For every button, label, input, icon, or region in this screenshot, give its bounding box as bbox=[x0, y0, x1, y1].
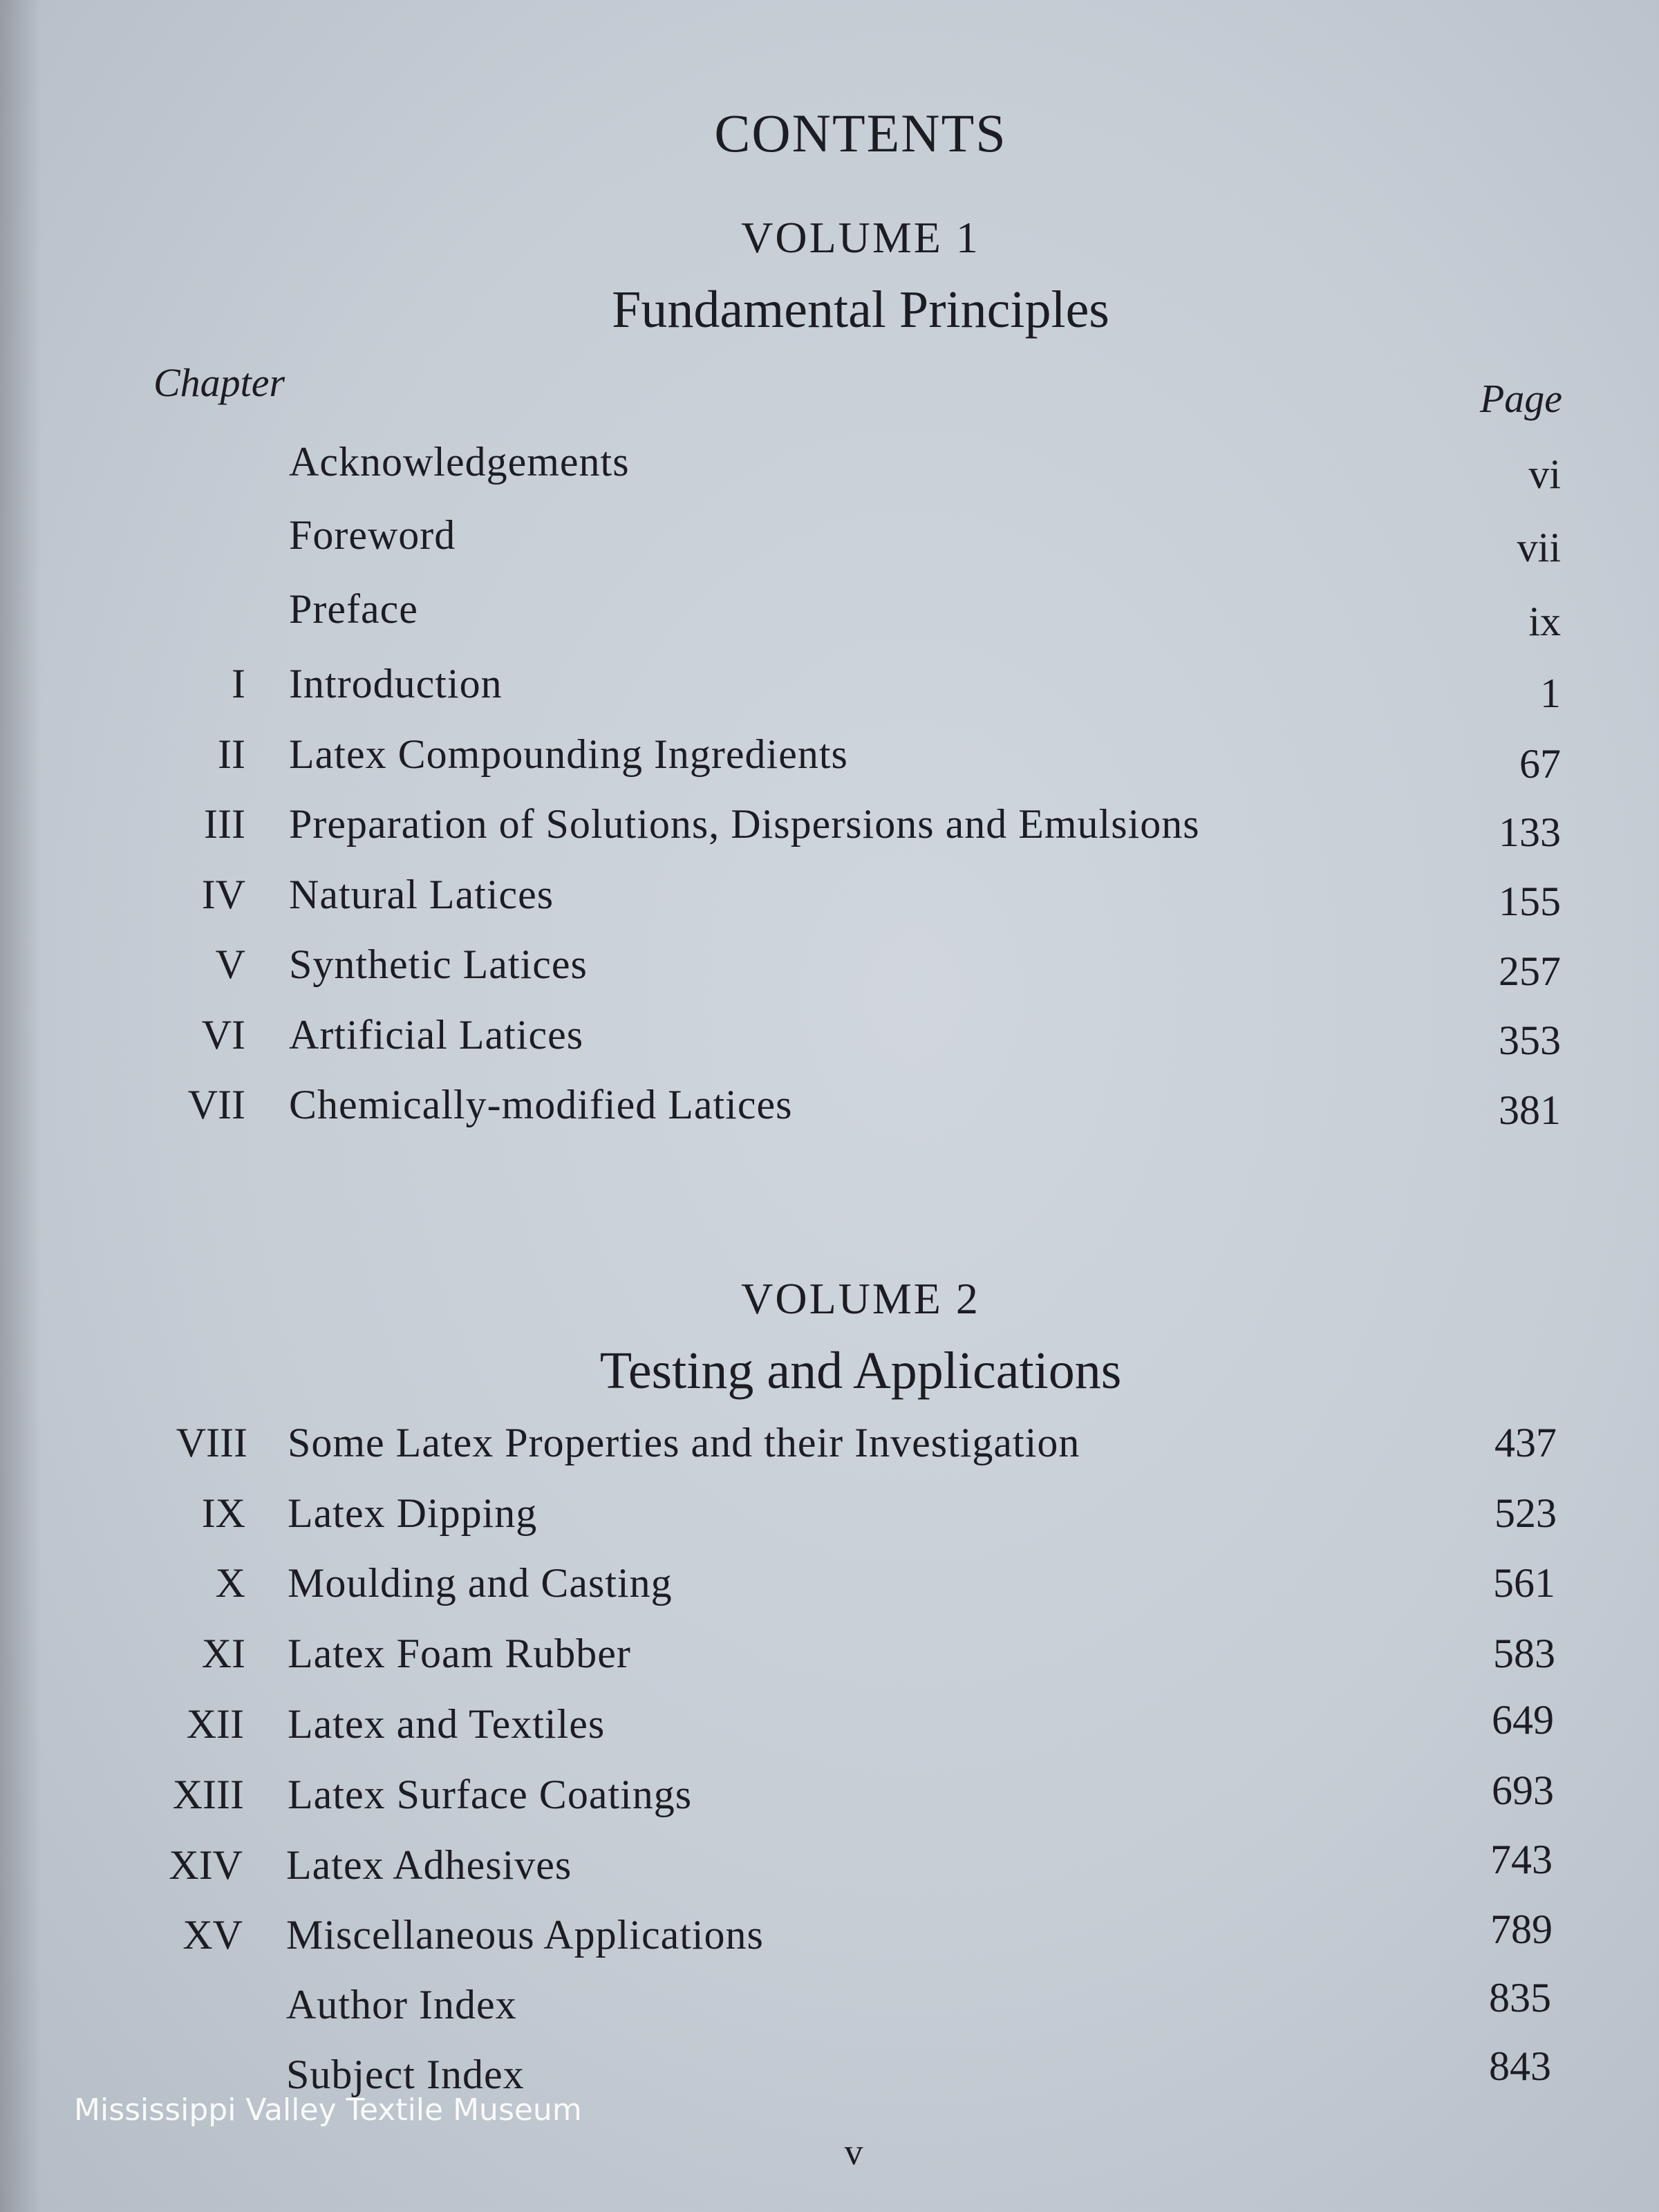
toc-entry bbox=[0, 1081, 1659, 1136]
chapter-numeral: I bbox=[232, 661, 245, 706]
page-number: vii bbox=[1517, 525, 1561, 570]
chapter-title: Moulding and Casting bbox=[288, 1560, 673, 1606]
chapter-title: Preface bbox=[289, 586, 418, 632]
toc-entry bbox=[0, 1906, 1659, 1967]
chapter-title: Preparation of Solutions, Dispersions and Emulsions bbox=[289, 801, 1200, 847]
chapter-title: Chemically-modified Latices bbox=[289, 1082, 793, 1127]
page-number: 67 bbox=[1519, 741, 1561, 787]
page-number: 789 bbox=[1490, 1906, 1553, 1952]
page-number: 353 bbox=[1499, 1018, 1561, 1063]
chapter-title: Natural Latices bbox=[289, 872, 554, 917]
chapter-title: Latex Dipping bbox=[288, 1490, 538, 1536]
chapter-numeral: VI bbox=[201, 1012, 245, 1058]
chapter-title: Latex and Textiles bbox=[288, 1701, 606, 1747]
chapter-numeral: IX bbox=[201, 1490, 245, 1536]
chapter-title: Some Latex Properties and their Investigation bbox=[288, 1420, 1080, 1465]
chapter-title: Miscellaneous Applications bbox=[286, 1912, 764, 1958]
page-number: 583 bbox=[1493, 1631, 1555, 1676]
page-number: 693 bbox=[1492, 1768, 1554, 1813]
page-number: 437 bbox=[1494, 1420, 1557, 1465]
chapter-numeral: XII bbox=[186, 1701, 244, 1747]
chapter-column-header: Chapter bbox=[153, 360, 285, 405]
toc-entry bbox=[0, 1768, 1659, 1826]
chapter-numeral: II bbox=[218, 731, 245, 777]
watermark: Mississippi Valley Textile Museum bbox=[74, 2092, 582, 2128]
page-folio: v bbox=[844, 2131, 863, 2173]
page-number: 133 bbox=[1499, 809, 1561, 855]
toc-entry bbox=[0, 1419, 1659, 1474]
page-number: 743 bbox=[1490, 1837, 1553, 1882]
page-number: 523 bbox=[1494, 1490, 1557, 1536]
chapter-numeral: V bbox=[215, 941, 245, 987]
chapter-numeral: VII bbox=[187, 1082, 245, 1127]
page-number: 561 bbox=[1493, 1560, 1555, 1606]
chapter-title: Introduction bbox=[289, 661, 503, 706]
toc-entry bbox=[0, 1490, 1659, 1545]
chapter-numeral: X bbox=[215, 1560, 245, 1606]
page-number: 381 bbox=[1499, 1087, 1561, 1133]
chapter-title: Artificial Latices bbox=[289, 1012, 584, 1058]
chapter-title: Latex Foam Rubber bbox=[288, 1631, 631, 1676]
chapter-numeral: VIII bbox=[176, 1420, 247, 1465]
page-number: 649 bbox=[1492, 1697, 1554, 1743]
toc-entry bbox=[0, 941, 1659, 996]
chapter-title: Latex Compounding Ingredients bbox=[289, 731, 848, 777]
toc-entry bbox=[0, 1837, 1659, 1897]
toc-entry bbox=[0, 660, 1659, 715]
toc-entry bbox=[0, 438, 1659, 497]
chapter-numeral: XV bbox=[182, 1912, 243, 1958]
chapter-title: Latex Surface Coatings bbox=[288, 1772, 693, 1817]
chapter-numeral: XIV bbox=[169, 1842, 243, 1888]
chapter-title: Acknowledgements bbox=[289, 439, 630, 485]
toc-entry bbox=[0, 1697, 1659, 1756]
page-number: 843 bbox=[1489, 2043, 1551, 2089]
page-number: 257 bbox=[1499, 948, 1561, 994]
toc-entry bbox=[0, 512, 1659, 570]
toc-entry bbox=[0, 1975, 1659, 2036]
chapter-numeral: III bbox=[204, 801, 245, 847]
page-number: 835 bbox=[1489, 1975, 1551, 2021]
toc-entry bbox=[0, 731, 1659, 786]
volume-2-label: VOLUME 2 bbox=[741, 1274, 980, 1323]
toc-entry bbox=[0, 585, 1659, 644]
page-number: vi bbox=[1528, 451, 1561, 497]
page-number: ix bbox=[1528, 599, 1561, 644]
chapter-title: Synthetic Latices bbox=[289, 941, 588, 987]
chapter-title: Latex Adhesives bbox=[286, 1842, 572, 1888]
page-title: CONTENTS bbox=[714, 103, 1007, 163]
toc-entry bbox=[0, 871, 1659, 926]
toc-entry bbox=[0, 1630, 1659, 1685]
chapter-numeral: XI bbox=[201, 1631, 245, 1676]
chapter-title: Subject Index bbox=[286, 2052, 525, 2097]
chapter-title: Author Index bbox=[286, 1982, 517, 2027]
volume-1-subtitle: Fundamental Principles bbox=[612, 281, 1109, 339]
toc-entry bbox=[0, 800, 1659, 856]
toc-entry bbox=[0, 1011, 1659, 1067]
chapter-numeral: XIII bbox=[172, 1772, 244, 1817]
page-column-header: Page bbox=[1479, 376, 1562, 421]
chapter-numeral: IV bbox=[201, 872, 245, 917]
chapter-title: Foreword bbox=[289, 512, 456, 558]
toc-entry bbox=[0, 1559, 1659, 1615]
page-number: 155 bbox=[1499, 879, 1561, 924]
volume-1-label: VOLUME 1 bbox=[741, 213, 980, 262]
page-number: 1 bbox=[1540, 671, 1561, 716]
volume-2-subtitle: Testing and Applications bbox=[599, 1342, 1122, 1400]
